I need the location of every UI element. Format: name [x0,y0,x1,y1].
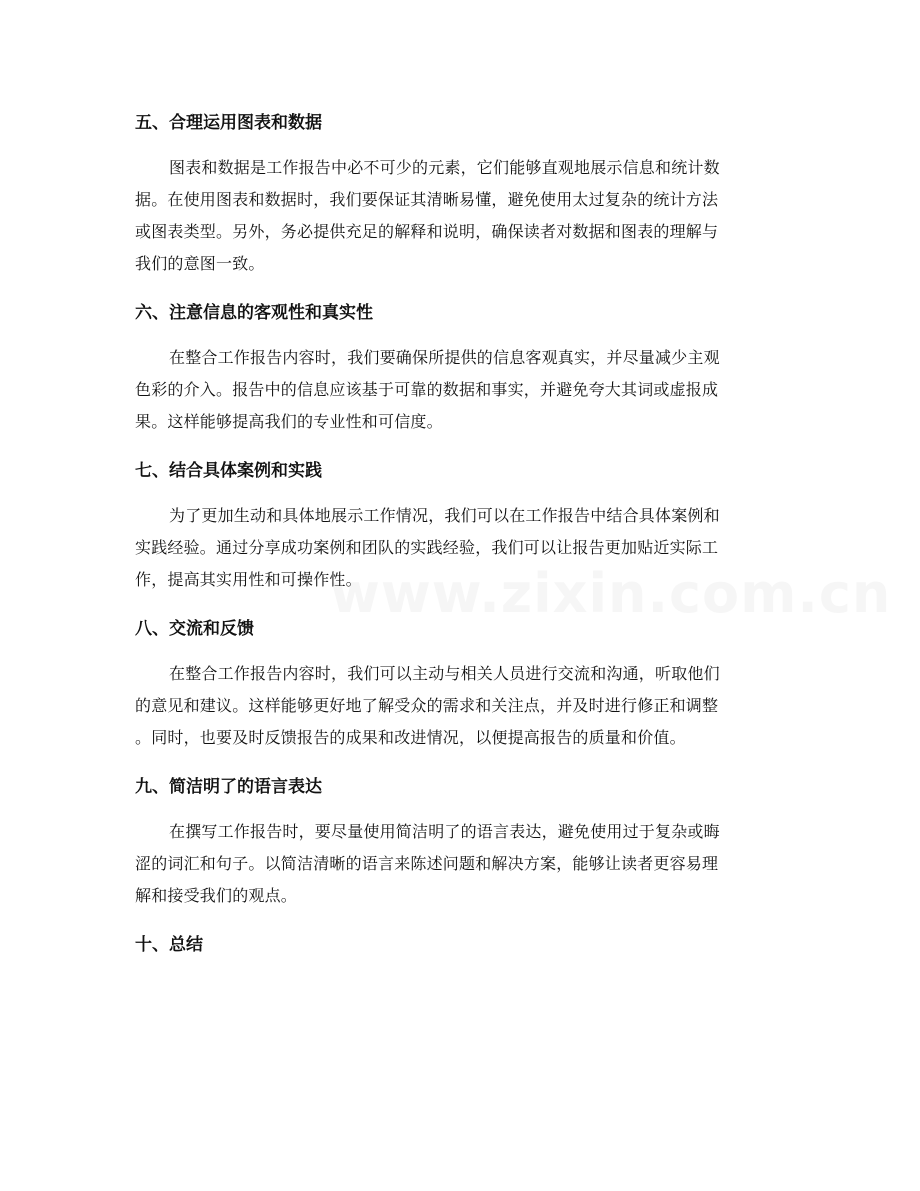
section-heading: 七、结合具体案例和实践 [135,461,322,481]
section-heading: 十、总结 [135,935,203,955]
section-heading: 五、合理运用图表和数据 [135,113,322,133]
paragraph-line: 在整合工作报告内容时，我们要确保所提供的信息客观真实，并尽量减少主观 [169,348,720,367]
section-7 [135,452,785,596]
paragraph-line: 涩的词汇和句子。以简洁清晰的语言来陈述问题和解决方案，能够让读者更容易理 [135,854,719,873]
paragraph-line: 实践经验。通过分享成功案例和团队的实践经验，我们可以让报告更加贴近实际工 [135,538,719,557]
paragraph-line: 在撰写工作报告时，要尽量使用简洁明了的语言表达，避免使用过于复杂或晦 [169,822,720,841]
section-paragraph [135,816,785,912]
paragraph-line: 的意见和建议。这样能够更好地了解受众的需求和关注点，并及时进行修正和调整 [135,696,719,715]
section-6 [135,294,785,438]
paragraph-line: 作，提高其实用性和可操作性。 [135,570,362,589]
paragraph-line: 解和接受我们的观点。 [135,886,298,905]
section-heading: 九、简洁明了的语言表达 [135,777,322,797]
paragraph-line: 色彩的介入。报告中的信息应该基于可靠的数据和事实，并避免夸大其词或虚报成 [135,380,719,399]
section-paragraph [135,152,785,280]
paragraph-line: 在整合工作报告内容时，我们可以主动与相关人员进行交流和沟通，听取他们 [169,664,720,683]
document-body [135,104,785,974]
section-8 [135,610,785,754]
section-5 [135,104,785,280]
paragraph-line: 我们的意图一致。 [135,254,265,273]
section-paragraph [135,658,785,754]
paragraph-line: 为了更加生动和具体地展示工作情况，我们可以在工作报告中结合具体案例和 [169,506,720,525]
section-heading: 六、注意信息的客观性和真实性 [135,303,373,323]
paragraph-line: 果。这样能够提高我们的专业性和可信度。 [135,412,443,431]
paragraph-line: 或图表类型。另外，务必提供充足的解释和说明，确保读者对数据和图表的理解与 [135,222,719,241]
watermark: www.zixin.com.cn [330,562,892,625]
section-paragraph [135,500,785,596]
section-9 [135,768,785,912]
section-10 [135,926,785,964]
section-heading: 八、交流和反馈 [135,619,254,639]
paragraph-line: 图表和数据是工作报告中必不可少的元素，它们能够直观地展示信息和统计数 [169,158,720,177]
paragraph-line: 。同时，也要及时反馈报告的成果和改进情况，以便提高报告的质量和价值。 [135,728,686,747]
paragraph-line: 据。在使用图表和数据时，我们要保证其清晰易懂，避免使用太过复杂的统计方法 [135,190,719,209]
section-paragraph [135,342,785,438]
